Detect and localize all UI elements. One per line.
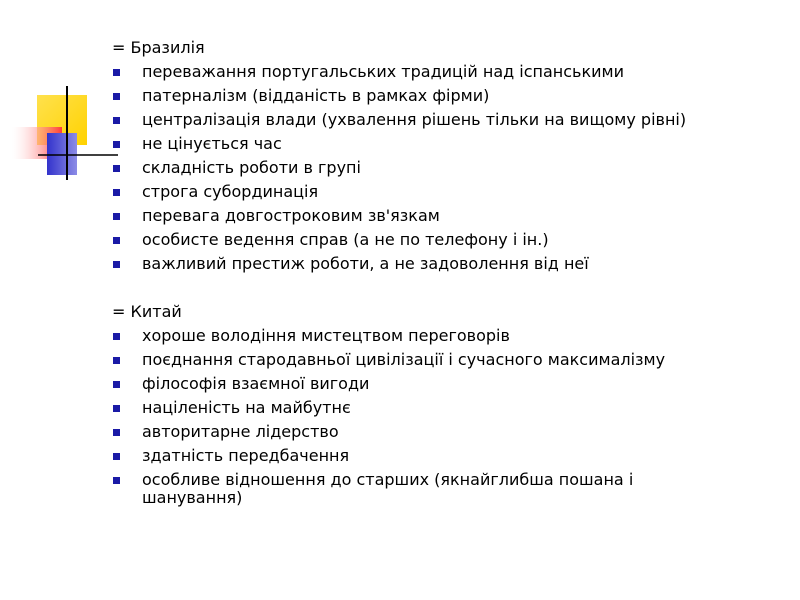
list-item: поєднання стародавньої цивілізації і сучасного максималізму <box>112 348 752 372</box>
list-item: патерналізм (відданість в рамках фірми) <box>112 84 752 108</box>
square-bullet-icon <box>113 141 120 148</box>
slide-decoration <box>0 0 120 200</box>
bullet-list <box>112 60 752 276</box>
square-bullet-icon <box>113 213 120 220</box>
square-bullet-icon <box>113 237 120 244</box>
slide-content <box>112 36 752 510</box>
blue-square <box>47 133 77 175</box>
bullet-list <box>112 324 752 510</box>
square-bullet-icon <box>113 333 120 340</box>
square-bullet-icon <box>113 453 120 460</box>
list-item: централізація влади (ухвалення рішень тільки на вищому рівні) <box>112 108 752 132</box>
square-bullet-icon <box>113 189 120 196</box>
list-item: переважання португальських традицій над іспанськими <box>112 60 752 84</box>
square-bullet-icon <box>113 429 120 436</box>
list-item: важливий престиж роботи, а не задоволення від неї <box>112 252 752 276</box>
list-item: перевага довгостроковим зв'язкам <box>112 204 752 228</box>
square-bullet-icon <box>113 93 120 100</box>
list-item: строга субординація <box>112 180 752 204</box>
section-china <box>112 300 752 510</box>
list-item: авторитарне лідерство <box>112 420 752 444</box>
square-bullet-icon <box>113 405 120 412</box>
list-item: здатність передбачення <box>112 444 752 468</box>
square-bullet-icon <box>113 381 120 388</box>
section-heading: = Китай <box>112 302 182 321</box>
list-item: філософія взаємної вигоди <box>112 372 752 396</box>
list-item: не цінується час <box>112 132 752 156</box>
square-bullet-icon <box>113 477 120 484</box>
section-brazil <box>112 36 752 276</box>
list-item: націленість на майбутнє <box>112 396 752 420</box>
list-item: особисте ведення справ (а не по телефону і ін.) <box>112 228 752 252</box>
square-bullet-icon <box>113 357 120 364</box>
square-bullet-icon <box>113 165 120 172</box>
square-bullet-icon <box>113 261 120 268</box>
list-item: складність роботи в групі <box>112 156 752 180</box>
square-bullet-icon <box>113 117 120 124</box>
list-item: особливе відношення до старших (якнайглибша пошана і шанування) <box>112 468 712 510</box>
section-heading: = Бразилія <box>112 38 205 57</box>
list-item: хороше володіння мистецтвом переговорів <box>112 324 752 348</box>
square-bullet-icon <box>113 69 120 76</box>
